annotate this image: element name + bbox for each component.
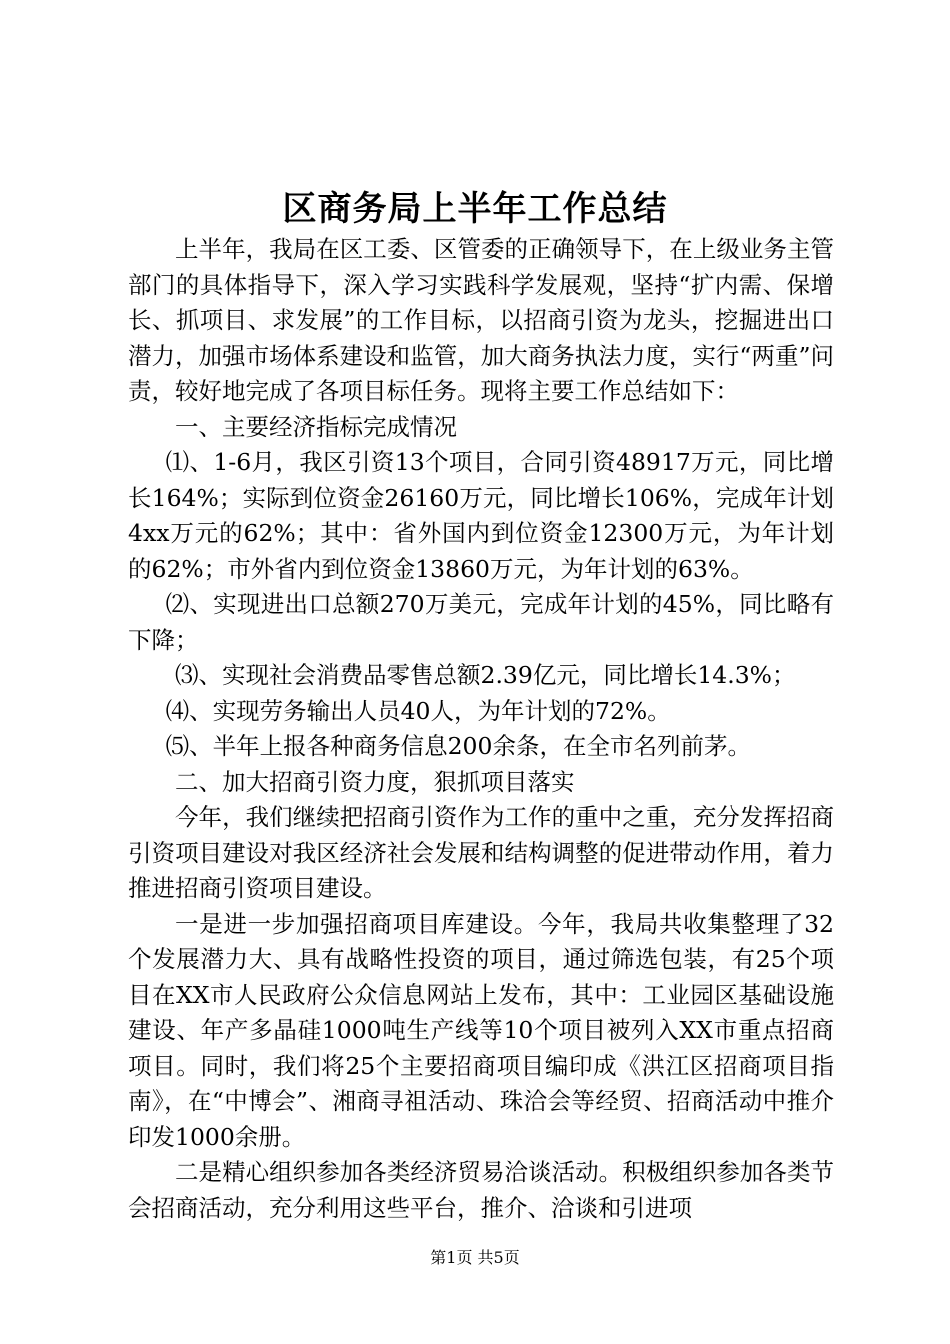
document-body	[128, 232, 834, 1226]
project-library-paragraph: 一是进一步加强招商项目库建设。今年，我局共收集整理了32个发展潜力大、具有战略性投资的项目，通过筛选包装，有25个项目在XX市人民政府公众信息网站上发布，其中：工业园区基础设施建设、年产多晶硅1000吨生产线等10个项目被列入XX市重点招商项目。同时，我们将25个主要招商项目编印成《洪江区招商项目指南》，在“中博会”、湘商寻祖活动、珠洽会等经贸、招商活动中推介印发1000余册。	[128, 909, 834, 1151]
indicator-item-3: ⑶、实现社会消费品零售总额2.39亿元，同比增长14.3%；	[175, 661, 796, 689]
intro-paragraph: 上半年，我局在区工委、区管委的正确领导下，在上级业务主管部门的具体指导下，深入学习实践科学发展观，坚持“扩内需、保增长、抓项目、求发展”的工作目标，以招商引资为龙头，挖掘进出口潜力，加强市场体系建设和监管，加大商务执法力度，实行“两重”问责，较好地完成了各项目标任务。现将主要工作总结如下：	[128, 235, 834, 405]
indicator-item-2: ⑵、实现进出口总额270万美元，完成年计划的45%，同比略有下降；	[128, 590, 834, 654]
trade-fair-paragraph: 二是精心组织参加各类经济贸易洽谈活动。积极组织参加各类节会招商活动，充分利用这些平台，推介、洽谈和引进项	[128, 1158, 834, 1222]
page-number-footer: 第1页 共5页	[430, 1248, 520, 1267]
document-title: 区商务局上半年工作总结	[282, 189, 668, 229]
indicator-item-5: ⑸、半年上报各种商务信息200余条，在全市名列前茅。	[165, 732, 751, 760]
indicator-item-4: ⑷、实现劳务输出人员40人，为年计划的72%。	[165, 696, 671, 725]
indicator-item-1: ⑴、1-6月，我区引资13个项目，合同引资48917万元，同比增长164%；实际到位资金26160万元，同比增长106%，完成年计划4xx万元的62%；其中：省外国内到位资金12300万元，为年计划的62%；市外省内到位资金13860万元，为年计划的63%。	[128, 448, 834, 583]
section-heading-1: 一、主要经济指标完成情况	[175, 412, 457, 441]
section-2-intro-paragraph: 今年，我们继续把招商引资作为工作的重中之重，充分发挥招商引资项目建设对我区经济社会发展和结构调整的促进带动作用，着力推进招商引资项目建设。	[128, 803, 834, 902]
section-heading-2: 二、加大招商引资力度，狠抓项目落实	[175, 767, 575, 796]
